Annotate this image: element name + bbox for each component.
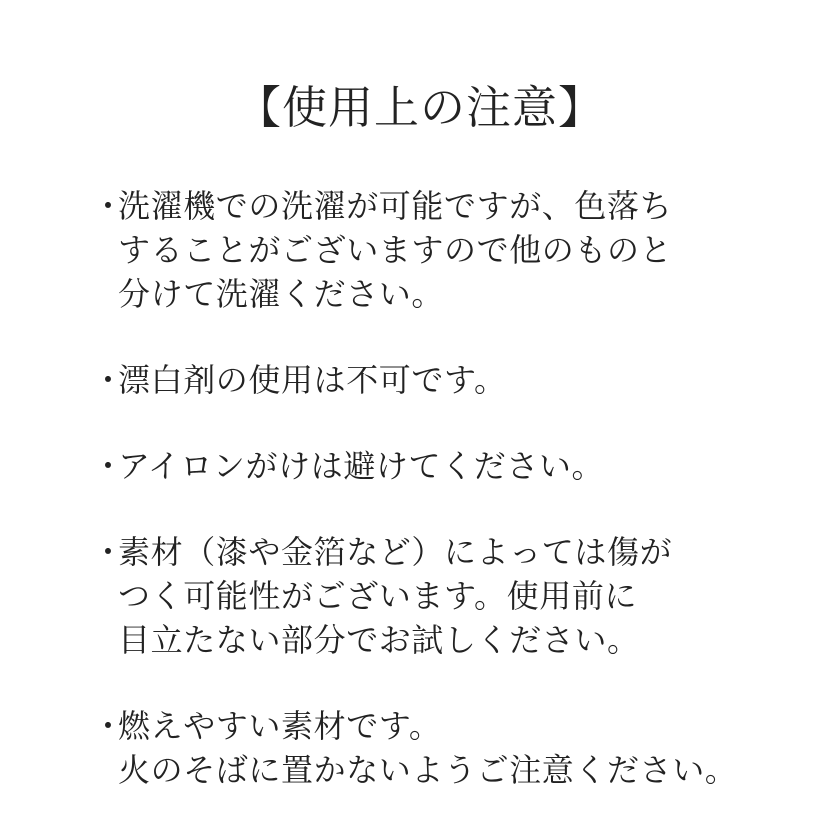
notice-line: 漂白剤の使用は不可です。 [118,361,507,399]
notice-line: 素材（漆や金箔など）によっては傷が [118,533,673,571]
bullet-marker: ・ [92,187,125,225]
bullet-marker: ・ [92,707,125,745]
bullet-marker: ・ [92,447,125,485]
notice-line: することがございますので他のものと [118,231,673,269]
notice-line: 燃えやすい素材です。 [118,707,442,745]
notice-line: アイロンがけは避けてください。 [118,447,605,485]
page-title: 【使用上の注意】 [235,81,604,134]
notice-item-flammable [92,704,792,792]
notice-item-damage [92,530,792,662]
notice-line: 目立たない部分でお試しください。 [118,621,640,659]
notice-item-ironing [92,444,792,488]
bullet-marker: ・ [92,533,125,571]
notice-line: 洗濯機での洗濯が可能ですが、色落ち [118,187,673,225]
notice-list [92,184,792,792]
notice-line: 火のそばに置かないようご注意ください。 [118,751,738,789]
notice-item-washing [92,184,792,316]
bullet-marker: ・ [92,361,125,399]
notice-line: つく可能性がございます。使用前に [118,577,638,615]
notice-item-bleach [92,358,792,402]
notice-line: 分けて洗濯ください。 [118,275,445,313]
